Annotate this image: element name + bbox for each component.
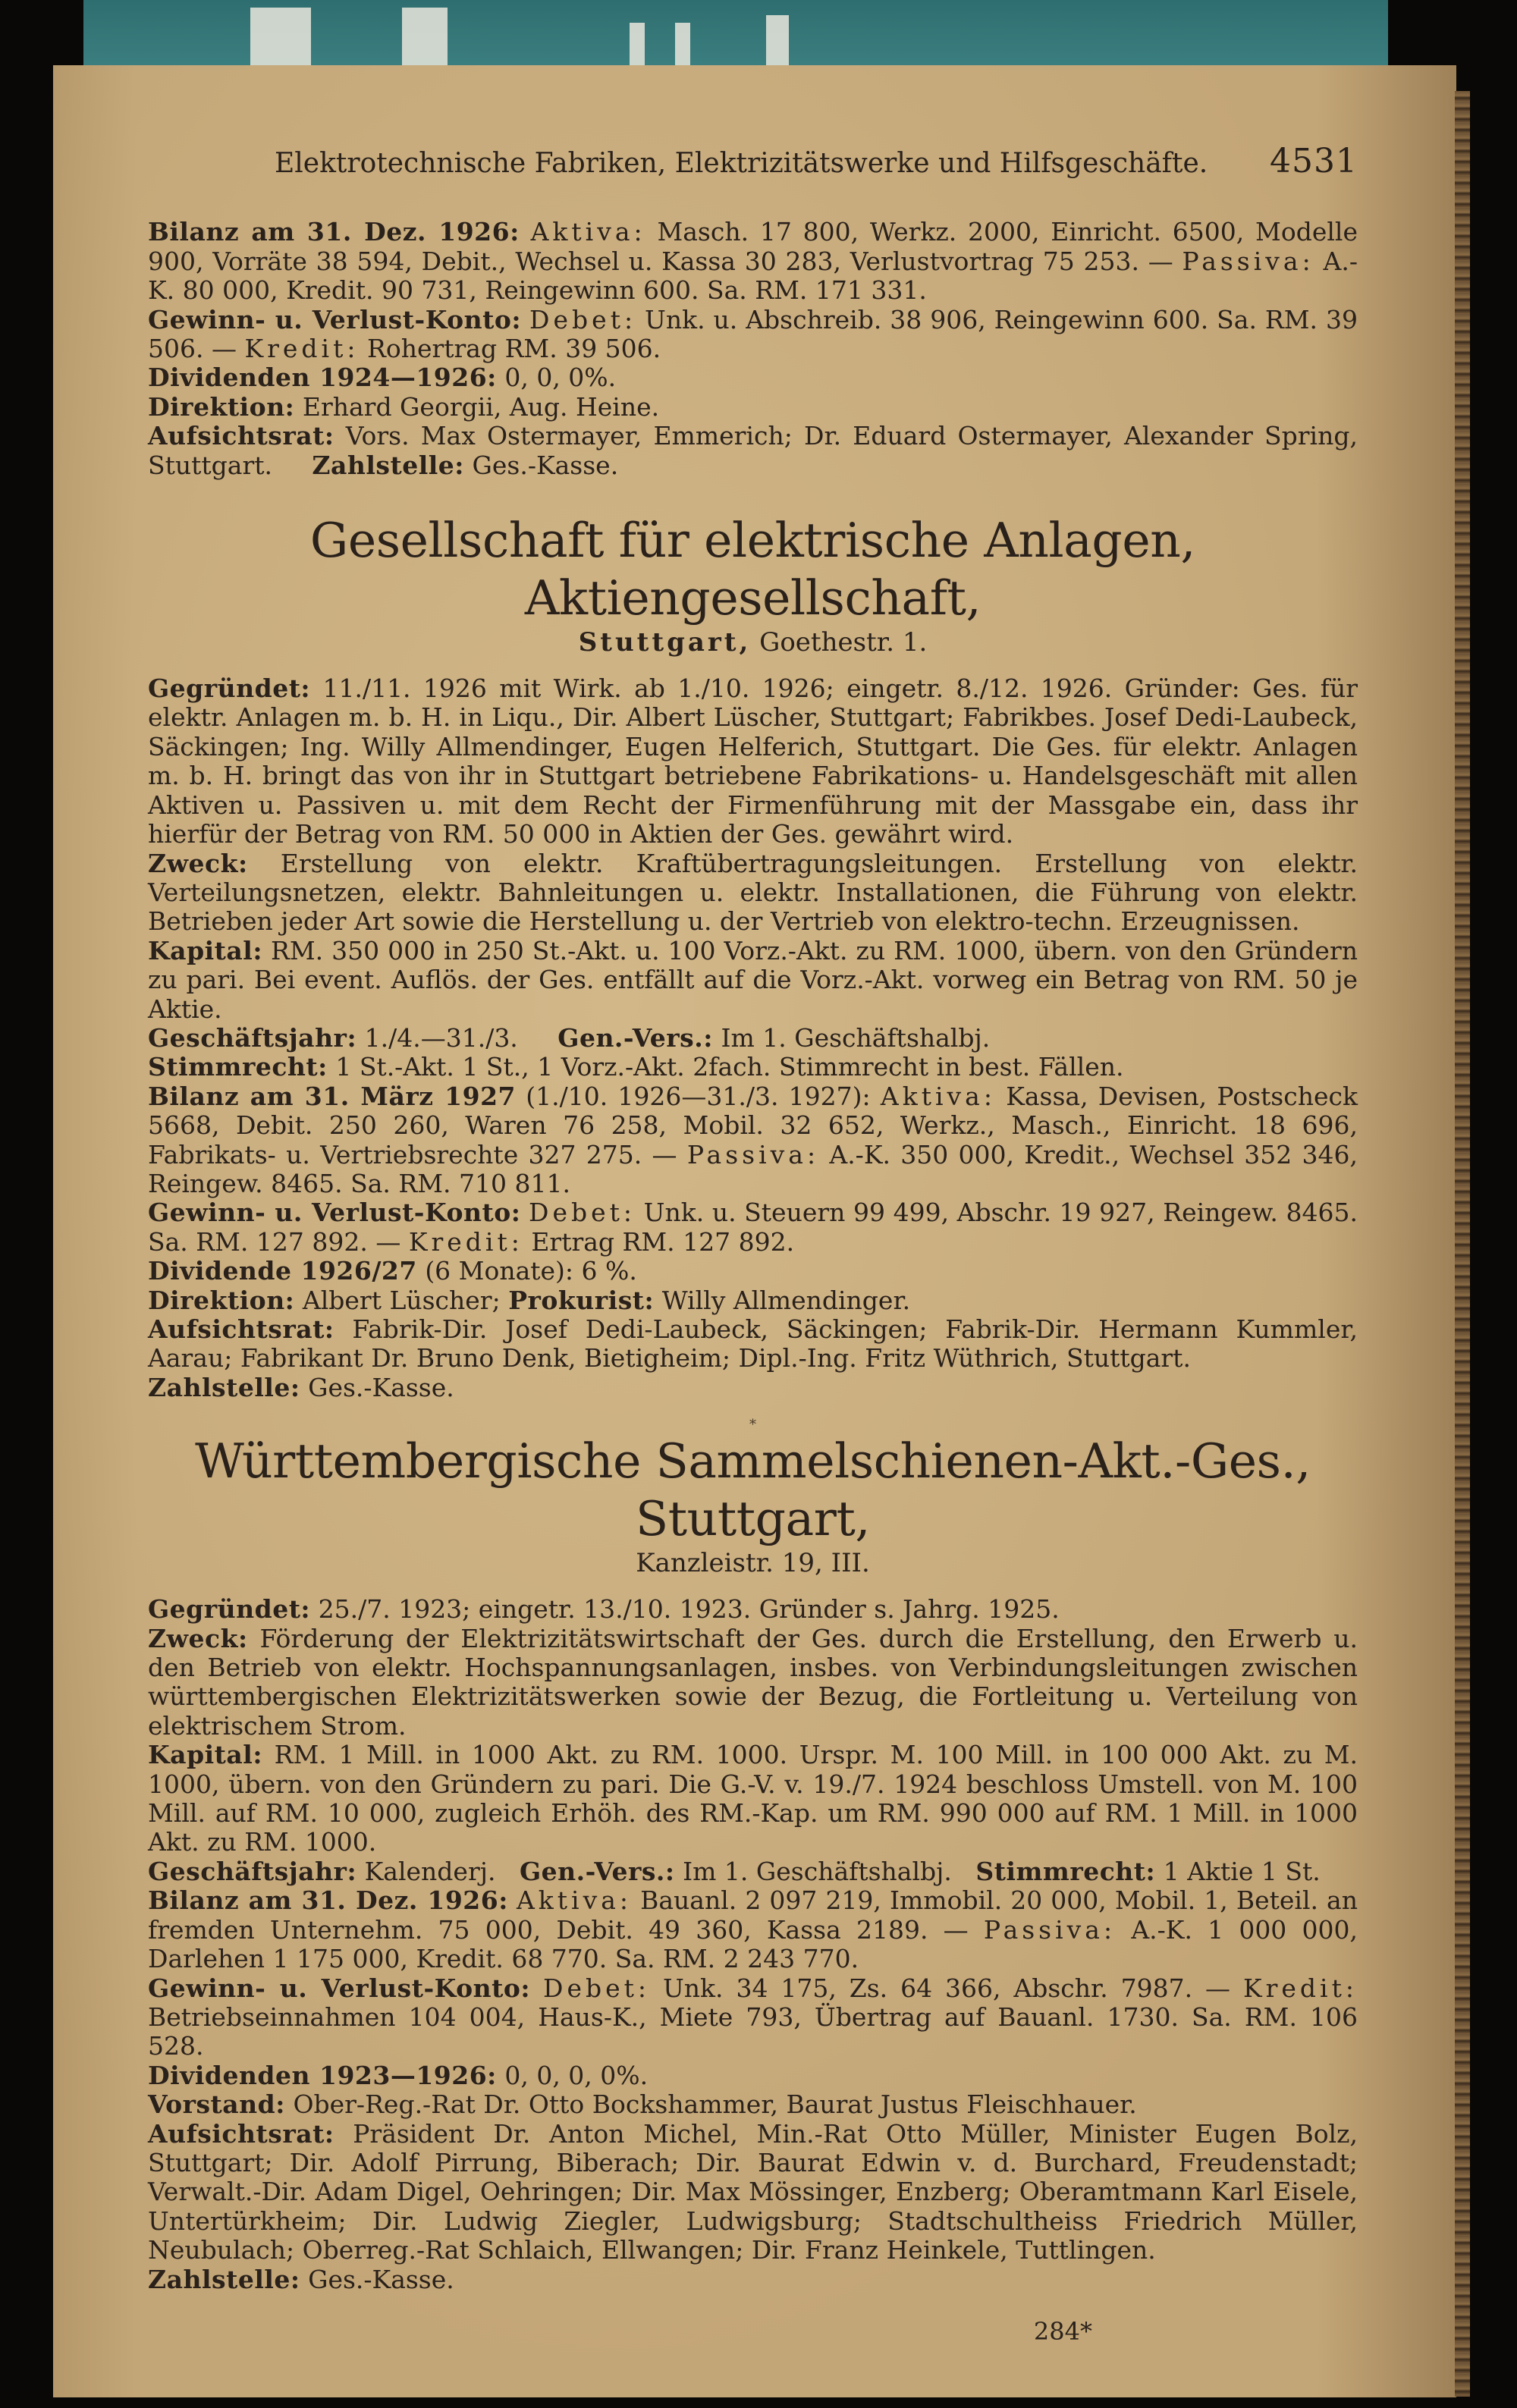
c1-stimmrecht [148,1053,1358,1082]
label: Zweck: [148,1623,248,1653]
label: Zahlstelle: [312,450,464,480]
label: Kapital: [148,935,263,965]
text: Im 1. Geschäftshalbj. [683,1856,952,1886]
c2-gewinn [148,1974,1358,2061]
label: Zahlstelle: [148,2264,300,2294]
page-number: 4531 [1270,142,1358,181]
label: Passiva: [1182,246,1314,276]
label: Geschäftsjahr: [148,1022,357,1053]
label: Direktion: [148,1285,295,1315]
c1-aufsichtsrat [148,1315,1358,1374]
text: 1 St.-Akt. 1 St., 1 Vorz.-Akt. 2fach. Stimmrecht in best. Fällen. [335,1052,1124,1082]
running-head-title: Elektrotechnische Fabriken, Elektrizitätswerke und Hilfsgeschäfte. [275,148,1208,179]
label: Kredit: [408,1226,523,1257]
text: RM. 1 Mill. in 1000 Akt. zu RM. 1000. Urspr. M. 100 Mill. in 100 000 Akt. zu M. 1000, übern. von den Gründern zu pari. Die G.-V. v. 19./7. 1924 beschloss Umstell. von M. 100 Mill. auf RM. 10 000, zugleich Erhöh. des RM.-Kap. um RM. 990 000 auf RM. 1 Mill. in 1000 Akt. zu RM. 1000. [148,1740,1358,1857]
signature-number: 284* [1033,2316,1092,2346]
label: Debet: [529,1198,636,1228]
label: Gegründet: [148,1594,311,1625]
text: Ober-Reg.-Rat Dr. Otto Bockshammer, Baurat Justus Fleischhauer. [293,2089,1137,2120]
text: Ges.-Kasse. [308,1372,454,1402]
label: Aktiva: [880,1081,996,1111]
text: RM. 350 000 in 250 St.-Akt. u. 100 Vorz.-Akt. zu RM. 1000, übern. von den Gründern zu pari. Bei event. Auflös. der Ges. entfällt auf die Vorz.-Akt. vorweg ein Betrag von RM. 50 je Aktie. [148,935,1358,1024]
c2-vorstand [148,2090,1358,2119]
book-page [53,65,1456,2397]
company-address: Kanzleistr. 19, III. [636,1548,870,1579]
text: (1./10. 1926—31./3. 1927): [526,1081,871,1111]
text: A.-K. 80 000, Kredit. 90 731, Reingewinn 600. Sa. RM. 171 331. [148,246,1358,306]
text: 1./4.—31./3. [364,1022,518,1053]
c2-geschaeftsjahr [148,1857,1358,1886]
c1-zweck [148,849,1358,937]
text: 11./11. 1926 mit Wirk. ab 1./10. 1926; eingetr. 8./12. 1926. Gründer: Ges. für elektr. Anlagen m. b. H. in Liqu., Dir. Albert Lüscher, Stuttgart; Fabrikbes. Josef Dedi-Laubeck, Säckingen; Ing. Willy Allmendinger, Eugen Helferich, Stuttgart. Die Ges. für elektr. Anlagen m. b. H. bringt das von ihr in Stuttgart betriebene Fabrikations- u. Handelsgeschäft mit allen Aktiven u. Passiven u. mit dem Recht der Firmenführung mit der Massgabe ein, dass ihr hierfür der Betrag von RM. 50 000 in Aktien der Ges. gewährt wird. [148,673,1358,849]
label: Aufsichtsrat: [148,421,334,451]
text: Rohertrag RM. 39 506. [366,334,661,364]
company-title: Württembergische Sammelschienen-Akt.-Ges., Stuttgart, [195,1433,1311,1547]
text: Albert Lüscher; [302,1285,501,1315]
page-edge [1455,91,1470,2397]
text: Kassa, Devisen, Postscheck 5668, Debit. 250 260, Waren 76 258, Mobil. 32 652, Werkz., Masch., Einricht. 18 696, Fabrikats- u. Vertriebsrechte 327 275. — [148,1081,1358,1169]
text: (6 Monate): 6 %. [425,1256,637,1286]
c1-direktion [148,1286,1358,1315]
c2-zweck [148,1625,1358,1741]
label: Stimmrecht: [148,1052,328,1082]
c2-bilanz [148,1886,1358,1973]
c1-dividende [148,1257,1358,1286]
label: Gewinn- u. Verlust-Konto: [148,1198,521,1228]
c1-geschaeftsjahr [148,1024,1358,1053]
text: Ges.-Kasse. [308,2264,454,2294]
label: Aktiva: [516,1885,633,1916]
label: Gen.-Vers.: [557,1022,713,1053]
text: Unk. u. Steuern 99 499, Abschr. 19 927, Reingew. 8465. Sa. RM. 127 892. — [148,1198,1358,1257]
text: Willy Allmendinger. [661,1285,911,1315]
label: Bilanz am 31. März 1927 [148,1081,517,1111]
label: Dividenden 1924—1926: [148,363,497,393]
c2-kapital [148,1741,1358,1857]
text: Erstellung von elektr. Kraftübertragungsleitungen. Erstellung von elektr. Verteilungsnetzen, elektr. Bahnleitungen u. elektr. Installationen, die Führung von elektr. Betrieben jeder Art sowie die Herstellung u. der Vertrieb von elektro-techn. Erzeugnissen. [148,848,1358,937]
running-head [275,142,1358,181]
label: Passiva: [983,1914,1117,1945]
label: Aufsichtsrat: [148,1314,334,1344]
company-address [148,627,1358,658]
prev-direktion [148,393,1358,422]
label: Debet: [543,1973,651,2003]
text: Präsident Dr. Anton Michel, Min.-Rat Otto Müller, Minister Eugen Bolz, Stuttgart; Dir. Adolf Pirrung, Biberach; Dir. Baurat Edwin v. d. Burchard, Freudenstadt; Verwalt.-Dir. Adam Digel, Oehringen; Dir. Max Mössinger, Enzberg; Oberamtmann Karl Eisele, Untertürkheim; Dir. Ludwig Ziegler, Ludwigsburg; Stadtschultheiss Friedrich Müller, Neubulach; Oberreg.-Rat Schlaich, Ellwangen; Dir. Franz Heinkele, Tuttlingen. [148,2118,1358,2265]
label: Gewinn- u. Verlust-Konto: [148,304,522,334]
text: A.-K. 350 000, Kredit., Wechsel 352 346, Reingew. 8465. Sa. RM. 710 811. [148,1139,1358,1198]
label: Zahlstelle: [148,1372,300,1402]
separator-asterisk: * [749,1417,756,1433]
label: Aktiva: [530,217,646,247]
label: Vorstand: [148,2089,285,2120]
label: Aufsichtsrat: [148,2118,334,2149]
text: Betriebseinnahmen 104 004, Haus-K., Miete 793, Übertrag auf Bauanl. 1730. Sa. RM. 106 528. [148,2001,1358,2061]
label: Kapital: [148,1740,263,1770]
c2-gegruendet [148,1595,1358,1624]
label: Gen.-Vers.: [519,1856,675,1886]
text: 0, 0, 0, 0%. [504,2060,649,2090]
text: 1 Aktie 1 St. [1163,1856,1321,1886]
text: Bauanl. 2 097 219, Immobil. 20 000, Mobil. 1, Beteil. an fremden Unternehm. 75 000, Debit. 49 360, Kassa 2189. — [148,1885,1358,1945]
label: Gegründet: [148,673,311,704]
c2-aufsichtsrat [148,2120,1358,2265]
label: Debet: [529,304,637,334]
company-title: Gesellschaft für elektrische Anlagen, Aktiengesellschaft, [309,513,1196,626]
label: Passiva: [686,1139,820,1169]
label: Kredit: [1242,1973,1358,2003]
text: Ertrag RM. 127 892. [531,1226,795,1257]
c1-gewinn [148,1198,1358,1257]
text: Förderung der Elektrizitätswirtschaft der Ges. durch die Erstellung, den Erwerb u. den Betrieb von elektr. Hochspannungsanlagen, insbes. von Verbindungsleitungen zwischen württembergischen Elektrizitätswerken sowie der Bezug, die Fortleitung u. Verteilung von elektrischem Strom. [148,1623,1358,1741]
text: Erhard Georgii, Aug. Heine. [302,391,660,422]
text: Vors. Max Ostermayer, Emmerich; Dr. Eduard Ostermayer, Alexander Spring, Stuttgart. [148,421,1358,480]
text: Ges.-Kasse. [472,450,619,480]
company-street: Goethestr. 1. [759,627,928,658]
company-city: Stuttgart, [578,627,752,658]
prev-aufsichtsrat [148,422,1358,480]
prev-gewinn [148,306,1358,364]
label: Bilanz am 31. Dez. 1926: [148,217,520,247]
label: Zweck: [148,848,248,878]
c1-bilanz [148,1082,1358,1199]
c1-gegruendet [148,674,1358,849]
label: Dividenden 1923—1926: [148,2060,497,2090]
label: Gewinn- u. Verlust-Konto: [148,1973,531,2003]
text: 25./7. 1923; eingetr. 13./10. 1923. Gründer s. Jahrg. 1925. [318,1594,1060,1625]
c1-zahlstelle [148,1374,1358,1402]
label: Direktion: [148,391,295,422]
text: 0, 0, 0%. [504,363,617,393]
label: Bilanz am 31. Dez. 1926: [148,1885,508,1916]
prev-bilanz [148,218,1358,305]
text: A.-K. 1 000 000, Darlehen 1 175 000, Kredit. 68 770. Sa. RM. 2 243 770. [148,1914,1358,1974]
label: Prokurist: [508,1285,655,1315]
text: Unk. 34 175, Zs. 64 366, Abschr. 7987. — [662,1973,1231,2003]
label: Geschäftsjahr: [148,1856,357,1886]
c2-dividenden [148,2061,1358,2090]
text: Im 1. Geschäftshalbj. [721,1022,991,1053]
prev-dividenden [148,363,1358,392]
c1-kapital [148,937,1358,1024]
page-content [148,142,1358,2346]
text: Unk. u. Abschreib. 38 906, Reingewinn 600. Sa. RM. 39 506. — [148,304,1358,364]
text: Masch. 17 800, Werkz. 2000, Einricht. 6500, Modelle 900, Vorräte 38 594, Debit., Wechsel u. Kassa 30 283, Verlustvortrag 75 253. — [148,217,1358,276]
label: Dividende 1926/27 [148,1256,417,1286]
c2-zahlstelle [148,2265,1358,2294]
label: Stimmrecht: [975,1856,1156,1886]
label: Kredit: [244,334,360,364]
text: Fabrik-Dir. Josef Dedi-Laubeck, Säckingen; Fabrik-Dir. Hermann Kummler, Aarau; Fabrikant Dr. Bruno Denk, Bietigheim; Dipl.-Ing. Fritz Wüthrich, Stuttgart. [148,1314,1358,1374]
text: Kalenderj. [364,1856,496,1886]
